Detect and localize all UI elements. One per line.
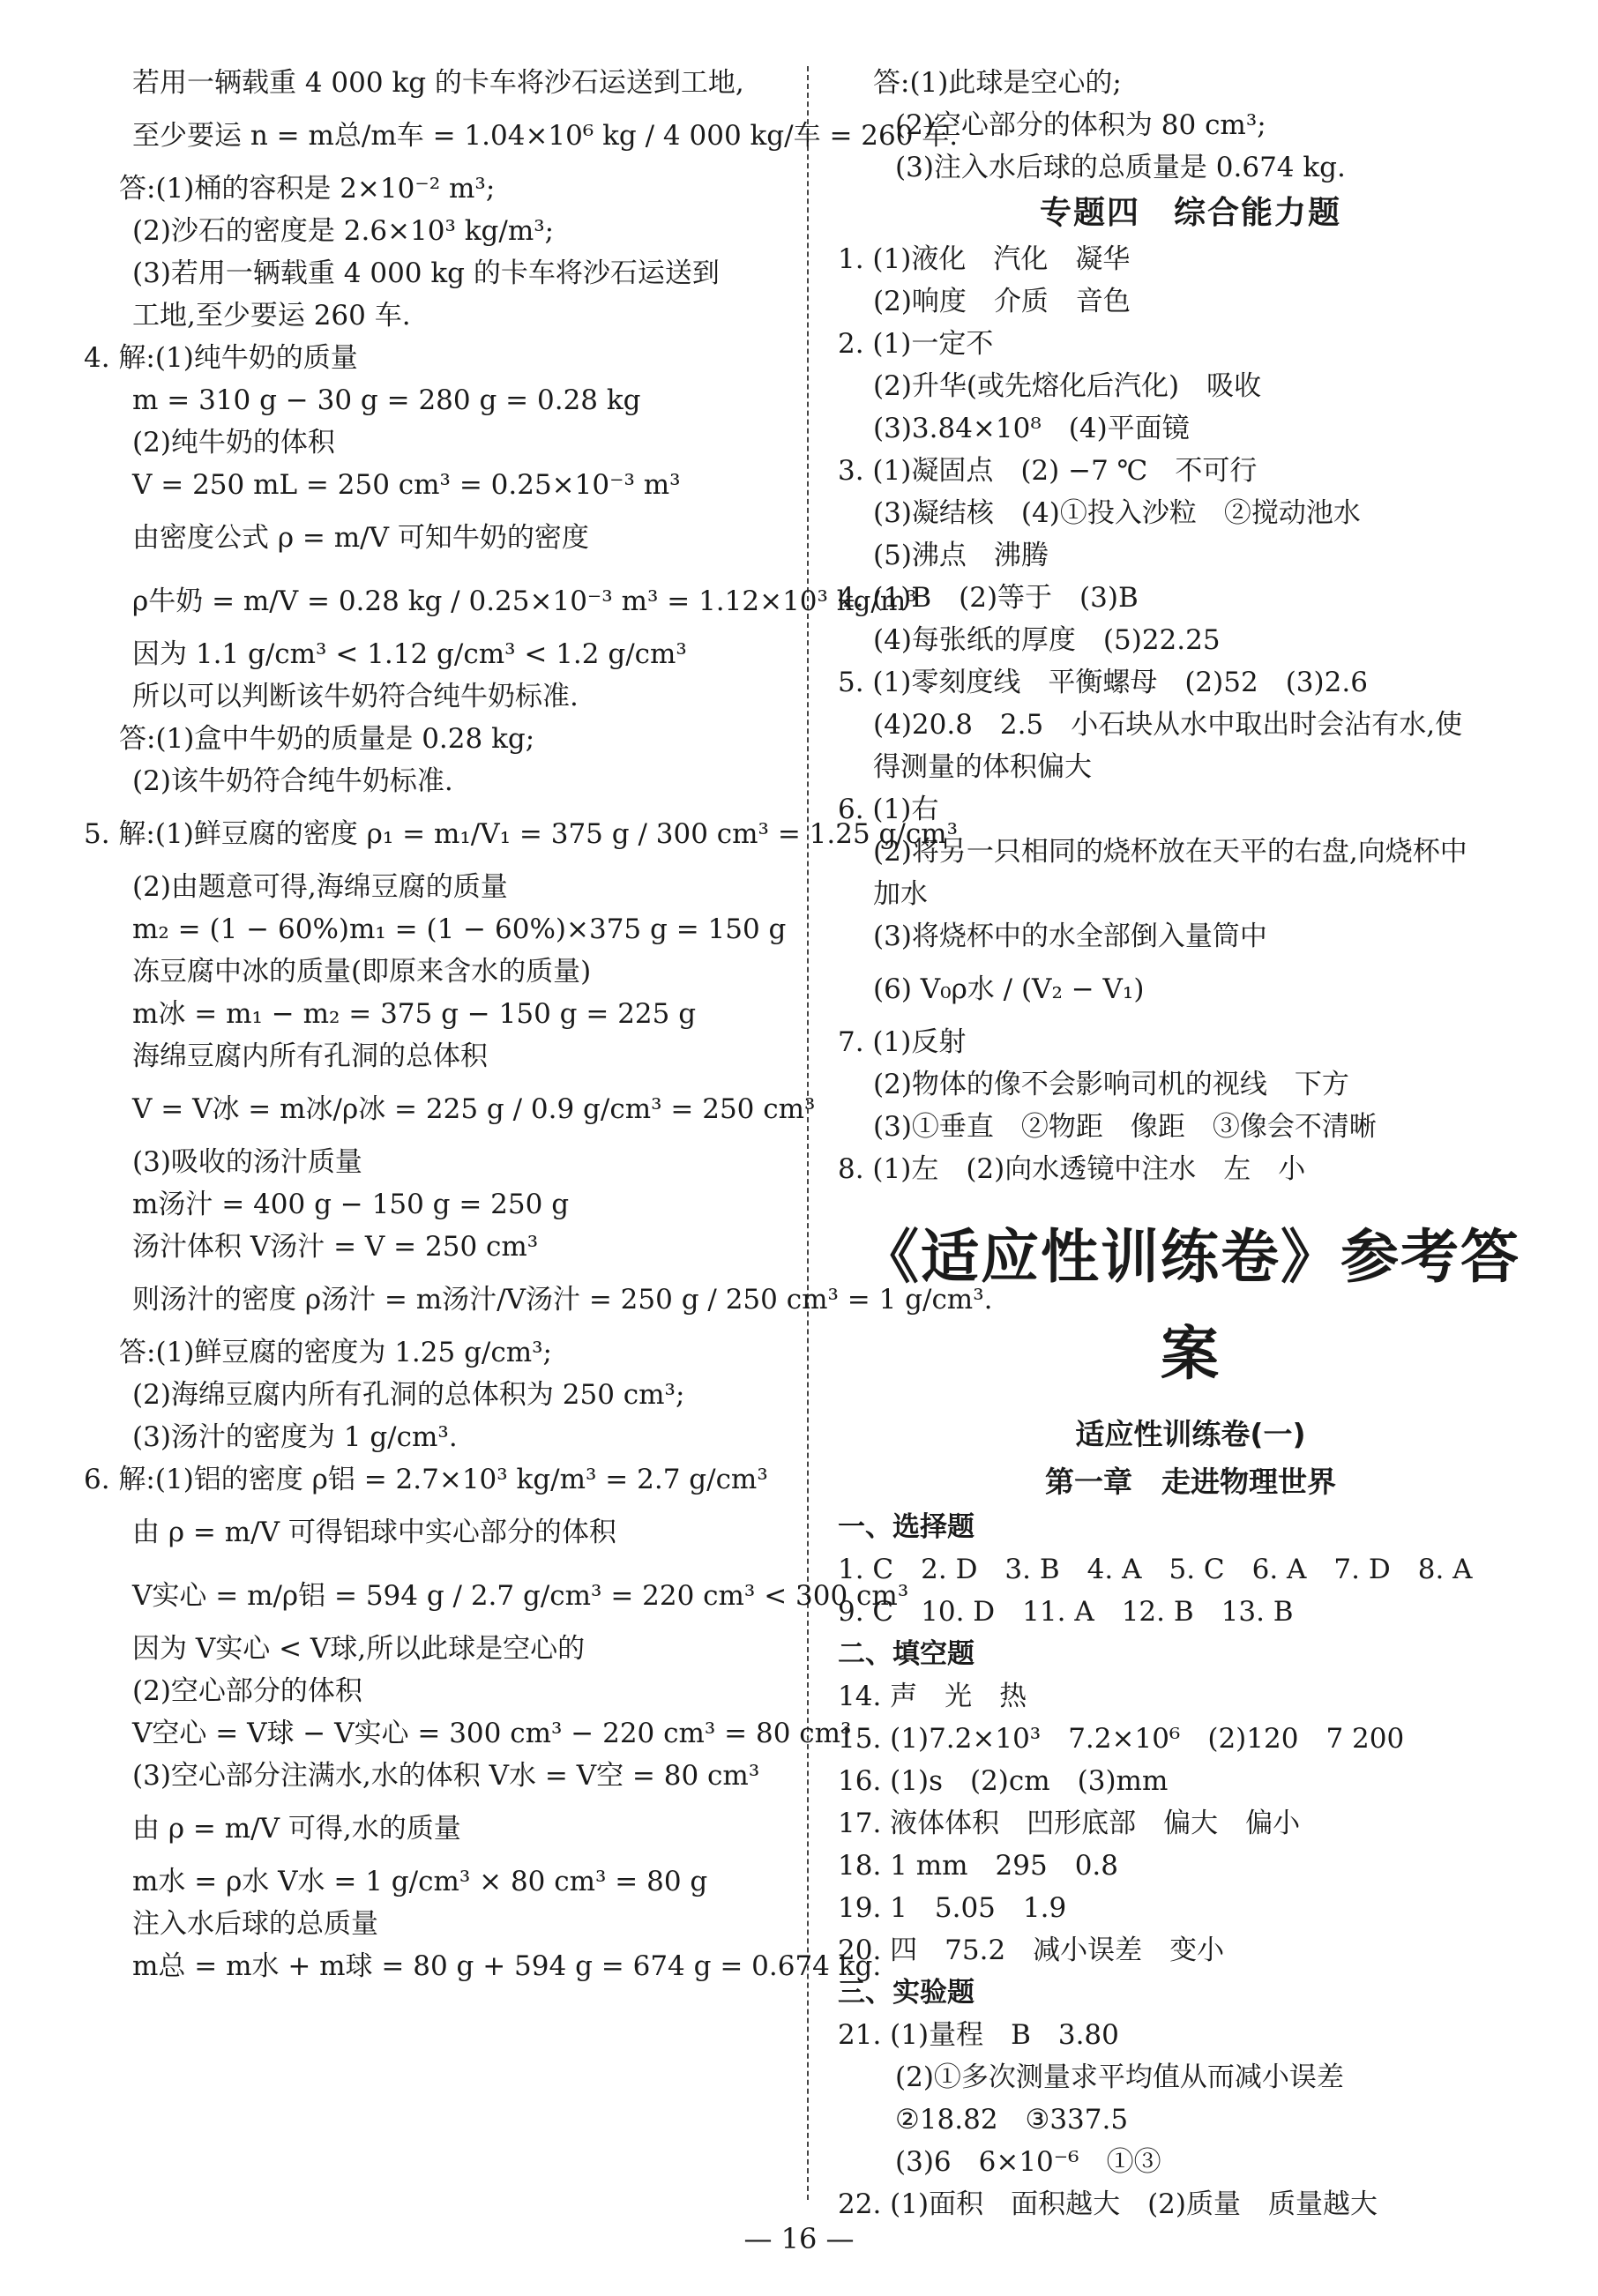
- fill-answer-line: 15. (1)7.2×10³ 7.2×10⁶ (2)120 7 200: [838, 1723, 1405, 1755]
- solution-line: 6. 解:(1)铝的密度 ρ铝 = 2.7×10³ kg/m³ = 2.7 g/cm³: [84, 1464, 768, 1495]
- solution-line: 所以可以判断该牛奶符合纯牛奶标准.: [132, 681, 579, 712]
- experiment-answer-line: 21. (1)量程 B 3.80: [838, 2019, 1119, 2051]
- solution-line: 答:(1)盒中牛奶的质量是 0.28 kg;: [119, 723, 535, 755]
- answer-line: 4. (1)B (2)等于 (3)B: [838, 582, 1139, 614]
- solution-line: (2)该牛奶符合纯牛奶标准.: [132, 765, 453, 797]
- solution-line: 由 ρ = m/V 可得,水的质量: [132, 1813, 461, 1845]
- answer-line: (3)注入水后球的总质量是 0.674 kg.: [895, 152, 1346, 183]
- big-title: 《适应性训练卷》参考答案: [861, 1222, 1520, 1388]
- experiment-answer-line: ②18.82 ③337.5: [895, 2104, 1129, 2136]
- fill-answer-line: 18. 1 mm 295 0.8: [838, 1850, 1118, 1882]
- chapter-title: 第一章 走进物理世界: [1045, 1465, 1336, 1499]
- section-title: 专题四 综合能力题: [1039, 195, 1341, 231]
- solution-line: 由密度公式 ρ = m/V 可知牛奶的密度: [132, 522, 589, 554]
- solution-line: 因为 V实心 < V球,所以此球是空心的: [132, 1633, 586, 1665]
- answer-line: (2)空心部分的体积为 80 cm³;: [895, 109, 1266, 141]
- fill-answer-line: 17. 液体体积 凹形底部 偏大 偏小: [838, 1808, 1301, 1839]
- answer-line: (3)3.84×10⁸ (4)平面镜: [873, 413, 1190, 444]
- answer-line: (3)①垂直 ②物距 像距 ③像会不清晰: [873, 1111, 1377, 1143]
- solution-line: 工地,至少要运 260 车.: [132, 300, 411, 332]
- solution-line: 至少要运 n = m总/m车 = 1.04×10⁶ kg / 4 000 kg/车 = 260 车.: [132, 120, 959, 152]
- fill-answer-line: 20. 四 75.2 减小误差 变小: [838, 1934, 1225, 1966]
- solution-line: 若用一辆载重 4 000 kg 的卡车将沙石运送到工地,: [132, 67, 744, 99]
- fill-answers: [838, 1675, 1543, 1972]
- solution-line: 答:(1)鲜豆腐的密度为 1.25 g/cm³;: [119, 1337, 553, 1368]
- solution-line: (2)由题意可得,海绵豆腐的质量: [132, 871, 508, 903]
- solution-line: 5. 解:(1)鲜豆腐的密度 ρ₁ = m₁/V₁ = 375 g / 300 cm³ = 1.25 g/cm³: [84, 818, 959, 850]
- answer-line: (2)物体的像不会影响司机的视线 下方: [873, 1069, 1349, 1100]
- answer-line: 7. (1)反射: [838, 1026, 967, 1058]
- solution-line: 注入水后球的总质量: [132, 1908, 378, 1940]
- solution-line: m水 = ρ水 V水 = 1 g/cm³ × 80 cm³ = 80 g: [132, 1866, 708, 1897]
- answer-line: (3)将烧杯中的水全部倒入量筒中: [873, 921, 1267, 952]
- fill-answer-line: 19. 1 5.05 1.9: [838, 1892, 1067, 1924]
- fill-answer-line: 14. 声 光 热: [838, 1681, 1027, 1712]
- solution-line: (2)纯牛奶的体积: [132, 427, 335, 458]
- experiment-answer-line: (3)6 6×10⁻⁶ ①③: [895, 2146, 1161, 2178]
- answer-line: 3. (1)凝固点 (2) −7 ℃ 不可行: [838, 455, 1258, 487]
- solution-line: 冻豆腐中冰的质量(即原来含水的质量): [132, 956, 592, 988]
- solution-line: V空心 = V球 − V实心 = 300 cm³ − 220 cm³ = 80 cm³: [132, 1718, 852, 1749]
- solution-line: (3)若用一辆载重 4 000 kg 的卡车将沙石运送到: [132, 257, 720, 289]
- paper-title: 适应性训练卷(一): [1075, 1417, 1306, 1451]
- answer-block-top: [838, 62, 1543, 189]
- solution-line: V = 250 mL = 250 cm³ = 0.25×10⁻³ m³: [132, 469, 681, 501]
- solution-line: (2)空心部分的体积: [132, 1675, 362, 1707]
- solution-line: m₂ = (1 − 60%)m₁ = (1 − 60%)×375 g = 150 g: [132, 913, 787, 945]
- answer-line: 得测量的体积偏大: [873, 751, 1092, 783]
- answer-line: (2)将另一只相同的烧杯放在天平的右盘,向烧杯中: [873, 836, 1467, 868]
- answer-line: 答:(1)此球是空心的;: [873, 67, 1122, 99]
- answer-line: (2)响度 介质 音色: [873, 286, 1131, 317]
- answer-line: (4)每张纸的厚度 (5)22.25: [873, 624, 1221, 656]
- choice-answers: [838, 1548, 1543, 1633]
- experiment-answer-line: 22. (1)面积 面积越大 (2)质量 质量越大: [838, 2188, 1378, 2220]
- solution-line: 海绵豆腐内所有孔洞的总体积: [132, 1040, 488, 1072]
- solution-line: 因为 1.1 g/cm³ < 1.12 g/cm³ < 1.2 g/cm³: [132, 638, 687, 670]
- solution-line: 4. 解:(1)纯牛奶的质量: [84, 342, 358, 374]
- category-experiment: 三、实验题: [838, 1977, 974, 2009]
- page-number: — 16 —: [743, 2222, 855, 2255]
- solution-line: (3)空心部分注满水,水的体积 V水 = V空 = 80 cm³: [132, 1760, 760, 1792]
- answer-line: 5. (1)零刻度线 平衡螺母 (2)52 (3)2.6: [838, 667, 1368, 698]
- solution-line: 汤汁体积 V汤汁 = V = 250 cm³: [132, 1231, 539, 1263]
- choice-row: 1. C 2. D 3. B 4. A 5. C 6. A 7. D 8. A: [838, 1554, 1473, 1585]
- answer-line: 8. (1)左 (2)向水透镜中注水 左 小: [838, 1153, 1306, 1185]
- solution-line: 答:(1)桶的容积是 2×10⁻² m³;: [119, 173, 496, 205]
- solution-line: m = 310 g − 30 g = 280 g = 0.28 kg: [132, 384, 641, 416]
- answer-block-section4: [838, 238, 1543, 1190]
- answer-line: (6) V₀ρ水 / (V₂ − V₁): [873, 973, 1145, 1005]
- right-column: [838, 62, 1543, 2225]
- solution-line: m总 = m水 + m球 = 80 g + 594 g = 674 g = 0.674 kg.: [132, 1950, 882, 1982]
- category-choice: 一、选择题: [838, 1511, 974, 1543]
- solution-line: (3)吸收的汤汁质量: [132, 1146, 362, 1178]
- experiment-answers: [838, 2014, 1543, 2225]
- experiment-answer-line: (2)①多次测量求平均值从而减小误差: [895, 2061, 1344, 2093]
- answer-line: (5)沸点 沸腾: [873, 540, 1049, 571]
- solution-line: 则汤汁的密度 ρ汤汁 = m汤汁/V汤汁 = 250 g / 250 cm³ = 1 g/cm³.: [132, 1284, 993, 1316]
- answer-line: 6. (1)右: [838, 794, 939, 825]
- fill-answer-line: 16. (1)s (2)cm (3)mm: [838, 1765, 1169, 1797]
- answer-line: 1. (1)液化 汽化 凝华: [838, 243, 1131, 275]
- answer-line: (2)升华(或先熔化后汽化) 吸收: [873, 370, 1262, 402]
- category-fill: 二、填空题: [838, 1638, 974, 1670]
- answer-line: (4)20.8 2.5 小石块从水中取出时会沾有水,使: [873, 709, 1463, 741]
- solution-line: V实心 = m/ρ铝 = 594 g / 2.7 g/cm³ = 220 cm³ < 300 cm³: [132, 1580, 909, 1612]
- solution-line: V = V冰 = m冰/ρ冰 = 225 g / 0.9 g/cm³ = 250 cm³: [132, 1093, 816, 1125]
- answer-line: (3)凝结核 (4)①投入沙粒 ②搅动池水: [873, 497, 1361, 529]
- solution-line: ρ牛奶 = m/V = 0.28 kg / 0.25×10⁻³ m³ = 1.12×10³ kg/m³: [132, 585, 917, 617]
- solution-line: m汤汁 = 400 g − 150 g = 250 g: [132, 1189, 570, 1220]
- choice-row: 9. C 10. D 11. A 12. B 13. B: [838, 1596, 1294, 1628]
- answer-line: 加水: [873, 878, 928, 910]
- solution-line: 由 ρ = m/V 可得铝球中实心部分的体积: [132, 1517, 616, 1548]
- solution-line: (2)沙石的密度是 2.6×10³ kg/m³;: [132, 215, 555, 247]
- answer-line: 2. (1)一定不: [838, 328, 994, 360]
- solution-line: (2)海绵豆腐内所有孔洞的总体积为 250 cm³;: [132, 1379, 685, 1411]
- solution-line: m冰 = m₁ − m₂ = 375 g − 150 g = 225 g: [132, 998, 697, 1030]
- solution-line: (3)汤汁的密度为 1 g/cm³.: [132, 1421, 458, 1453]
